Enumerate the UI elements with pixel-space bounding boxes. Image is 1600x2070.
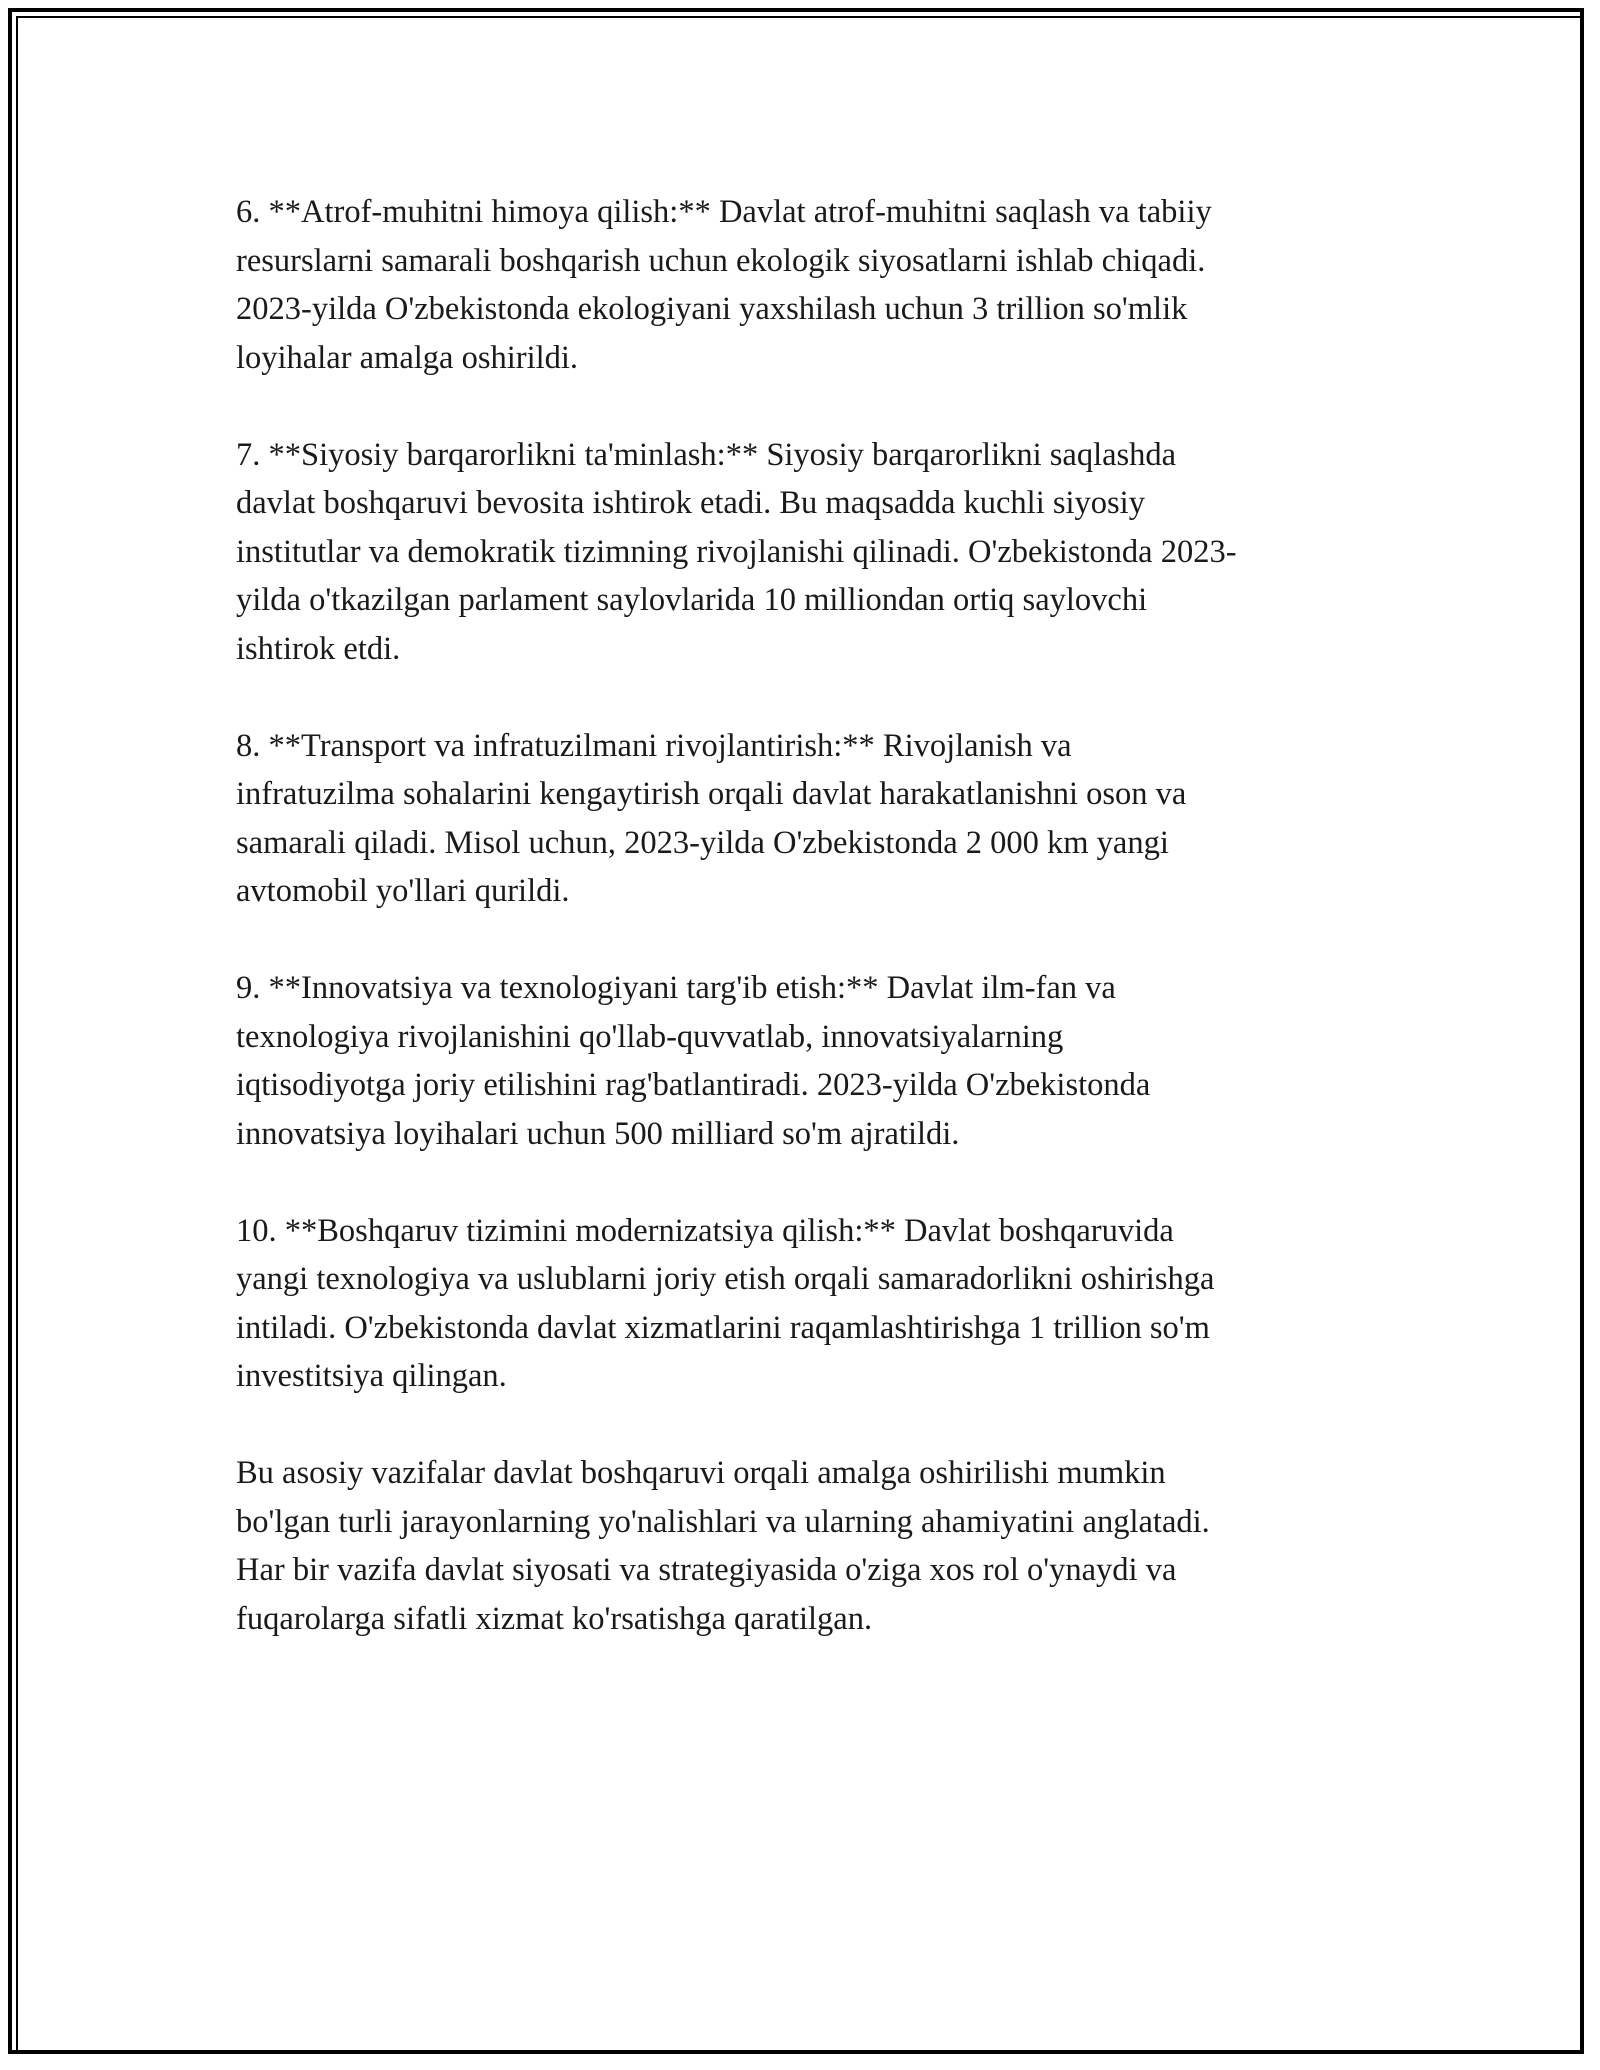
paragraph-item-6 bbox=[236, 188, 1376, 382]
text-line: investitsiya qilingan. bbox=[236, 1358, 507, 1394]
paragraph-item-8 bbox=[236, 722, 1376, 916]
text-line: 6. **Atrof-muhitni himoya qilish:** Davlat atrof-muhitni saqlash va tabiiy bbox=[236, 194, 1212, 230]
text-line: avtomobil yo'llari qurildi. bbox=[236, 873, 570, 909]
text-line: intiladi. O'zbekistonda davlat xizmatlarini raqamlashtirishga 1 trillion so'm bbox=[236, 1309, 1210, 1346]
text-line: texnologiya rivojlanishini qo'llab-quvvatlab, innovatsiyalarning bbox=[236, 1018, 1064, 1055]
text-line: 8. **Transport va infratuzilmani rivojlantirish:** Rivojlanish va bbox=[236, 727, 1072, 764]
document-body bbox=[236, 188, 1376, 1692]
text-line: yilda o'tkazilgan parlament saylovlarida 10 milliondan ortiq saylovchi bbox=[236, 582, 1148, 618]
text-line: 2023-yilda O'zbekistonda ekologiyani yaxshilash uchun 3 trillion so'mlik bbox=[236, 291, 1188, 327]
text-line: resurslarni samarali boshqarish uchun ekologik siyosatlarni ishlab chiqadi. bbox=[236, 242, 1206, 279]
text-line: institutlar va demokratik tizimning rivojlanishi qilinadi. O'zbekistonda 2023- bbox=[236, 533, 1237, 570]
text-line: ishtirok etdi. bbox=[236, 630, 401, 667]
text-line: yangi texnologiya va uslublarni joriy etish orqali samaradorlikni oshirishga bbox=[236, 1261, 1215, 1297]
paragraph-item-10 bbox=[236, 1207, 1376, 1401]
text-line: loyihalar amalga oshirildi. bbox=[236, 339, 579, 376]
text-line: infratuzilma sohalarini kengaytirish orqali davlat harakatlanishni oson va bbox=[236, 776, 1187, 812]
text-line: 9. **Innovatsiya va texnologiyani targ'ib etish:** Davlat ilm-fan va bbox=[236, 970, 1116, 1006]
text-line: davlat boshqaruvi bevosita ishtirok etadi. Bu maqsadda kuchli siyosiy bbox=[236, 485, 1145, 521]
text-line: innovatsiya loyihalari uchun 500 milliard so'm ajratildi. bbox=[236, 1115, 960, 1152]
text-line: Bu asosiy vazifalar davlat boshqaruvi orqali amalga oshirilishi mumkin bbox=[236, 1455, 1166, 1491]
paragraph-item-9 bbox=[236, 964, 1376, 1158]
text-line: bo'lgan turli jarayonlarning yo'nalishlari va ularning ahamiyatini anglatadi. bbox=[236, 1503, 1210, 1540]
paragraph-item-7 bbox=[236, 431, 1376, 674]
text-line: 10. **Boshqaruv tizimini modernizatsiya qilish:** Davlat boshqaruvida bbox=[236, 1212, 1174, 1249]
text-line: samarali qiladi. Misol uchun, 2023-yilda O'zbekistonda 2 000 km yangi bbox=[236, 824, 1169, 861]
paragraph-conclusion bbox=[236, 1449, 1376, 1643]
text-line: Har bir vazifa davlat siyosati va strategiyasida o'ziga xos rol o'ynaydi va bbox=[236, 1552, 1177, 1588]
text-line: 7. **Siyosiy barqarorlikni ta'minlash:** Siyosiy barqarorlikni saqlashda bbox=[236, 436, 1177, 473]
text-line: iqtisodiyotga joriy etilishini rag'batlantiradi. 2023-yilda O'zbekistonda bbox=[236, 1067, 1151, 1103]
text-line: fuqarolarga sifatli xizmat ko'rsatishga qaratilgan. bbox=[236, 1600, 873, 1637]
